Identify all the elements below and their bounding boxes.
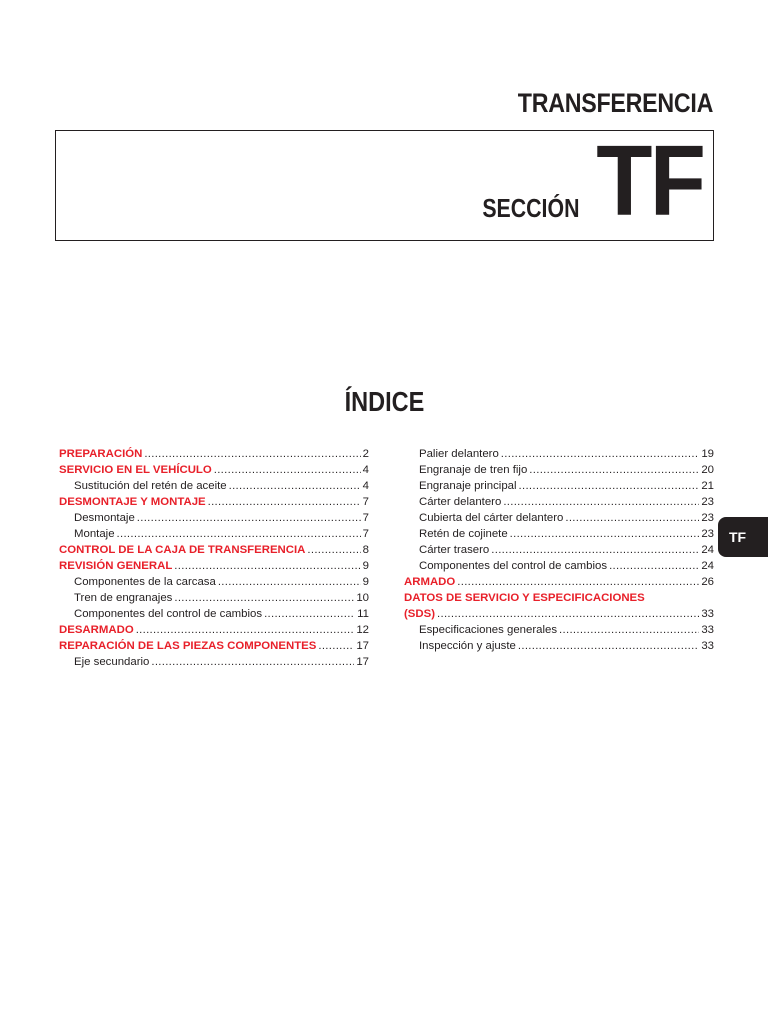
toc-entry-title: Desmontaje	[74, 512, 135, 524]
toc-leader-dots	[137, 510, 361, 526]
toc-entry-page: 7	[362, 512, 369, 524]
toc-entry[interactable]	[59, 638, 369, 654]
toc-leader-dots	[136, 622, 355, 638]
toc-right-column	[404, 446, 714, 654]
toc-leader-dots	[501, 446, 700, 462]
toc-entry[interactable]	[59, 654, 369, 670]
toc-leader-dots	[510, 526, 700, 542]
toc-entry-title: DATOS DE SERVICIO Y ESPECIFICACIONES	[404, 592, 645, 604]
toc-entry-title: Montaje	[74, 528, 115, 540]
toc-entry[interactable]	[404, 478, 714, 494]
toc-leader-dots	[491, 542, 699, 558]
toc-entry-title: Engranaje de tren fijo	[419, 464, 528, 476]
toc-entry-title: Componentes de la carcasa	[74, 576, 216, 588]
toc-entry-title: ARMADO	[404, 576, 456, 588]
toc-entry[interactable]	[59, 510, 369, 526]
toc-leader-dots	[529, 462, 699, 478]
toc-entry-page: 24	[701, 560, 714, 572]
toc-entry-page: 24	[701, 544, 714, 556]
toc-entry-title: Inspección y ajuste	[419, 640, 516, 652]
toc-entry[interactable]	[404, 622, 714, 638]
toc-entry-page: 12	[356, 624, 369, 636]
toc-entry[interactable]	[404, 558, 714, 574]
toc-entry[interactable]	[59, 622, 369, 638]
toc-entry-title: Especificaciones generales	[419, 624, 558, 636]
toc-leader-dots	[214, 462, 361, 478]
toc-entry-page: 33	[701, 608, 714, 620]
toc-entry[interactable]	[59, 446, 369, 462]
toc-leader-dots	[218, 574, 361, 590]
toc-entry-title: Eje secundario	[74, 656, 150, 668]
toc-entry[interactable]	[404, 446, 714, 462]
toc-entry[interactable]	[59, 558, 369, 574]
toc-entry[interactable]	[59, 542, 369, 558]
toc-leader-dots	[264, 606, 355, 622]
index-title-text: ÍNDICE	[344, 386, 424, 417]
toc-entry[interactable]	[404, 494, 714, 510]
toc-entry-title: Cubierta del cárter delantero	[419, 512, 564, 524]
index-title	[0, 386, 768, 418]
toc-entry[interactable]	[59, 590, 369, 606]
toc-entry-page: 4	[362, 464, 369, 476]
toc-entry-title: SERVICIO EN EL VEHÍCULO	[59, 464, 212, 476]
toc-leader-dots	[437, 606, 699, 622]
section-code: TF	[596, 125, 703, 237]
toc-entry[interactable]	[404, 526, 714, 542]
toc-entry-title: Palier delantero	[419, 448, 499, 460]
toc-leader-dots	[518, 638, 699, 654]
section-label: SECCIÓN	[481, 193, 579, 223]
toc-leader-dots	[208, 494, 361, 510]
toc-leader-dots	[565, 510, 699, 526]
toc-entry[interactable]	[404, 462, 714, 478]
toc-entry-page: 17	[356, 656, 369, 668]
toc-leader-dots	[519, 478, 700, 494]
toc-entry-page: 33	[701, 640, 714, 652]
toc-leader-dots	[174, 590, 354, 606]
toc-entry-title: DESARMADO	[59, 624, 134, 636]
toc-leader-dots	[503, 494, 699, 510]
toc-entry-title: Componentes del control de cambios	[419, 560, 608, 572]
toc-entry[interactable]	[59, 574, 369, 590]
toc-entry-title: DESMONTAJE Y MONTAJE	[59, 496, 206, 508]
toc-entry-title: Cárter delantero	[419, 496, 502, 508]
toc-entry-page: 19	[701, 448, 714, 460]
toc-entry-page: 10	[356, 592, 369, 604]
toc-entry-page: 20	[701, 464, 714, 476]
toc-entry-page: 23	[701, 496, 714, 508]
toc-leader-dots	[174, 558, 360, 574]
toc-leader-dots	[609, 558, 699, 574]
toc-entry[interactable]	[59, 478, 369, 494]
toc-entry-page: 23	[701, 528, 714, 540]
toc-entry-page: 11	[357, 608, 369, 620]
toc-entry[interactable]	[404, 542, 714, 558]
toc-entry-title: Cárter trasero	[419, 544, 490, 556]
toc-leader-dots	[559, 622, 699, 638]
toc-entry-page: 21	[701, 480, 714, 492]
toc-entry[interactable]	[404, 638, 714, 654]
toc-entry[interactable]	[59, 494, 369, 510]
toc-entry[interactable]	[59, 462, 369, 478]
toc-entry-title: REPARACIÓN DE LAS PIEZAS COMPONENTES	[59, 640, 317, 652]
section-side-tab[interactable]: TF	[718, 517, 768, 557]
toc-entry-title: Tren de engranajes	[74, 592, 173, 604]
toc-entry[interactable]	[404, 590, 714, 606]
toc-entry-page: 9	[362, 560, 369, 572]
toc-entry-title: Sustitución del retén de aceite	[74, 480, 227, 492]
toc-entry-title: PREPARACIÓN	[59, 448, 143, 460]
toc-entry-page: 2	[362, 448, 369, 460]
toc-entry[interactable]	[59, 526, 369, 542]
toc-entry[interactable]	[59, 606, 369, 622]
toc-entry-title: REVISIÓN GENERAL	[59, 560, 173, 572]
toc-entry-title: Componentes del control de cambios	[74, 608, 263, 620]
toc-entry[interactable]	[404, 606, 714, 622]
toc-entry-title: CONTROL DE LA CAJA DE TRANSFERENCIA	[59, 544, 306, 556]
toc-entry-page: 9	[362, 576, 369, 588]
toc-entry-page: 7	[362, 528, 369, 540]
toc-entry-page: 17	[356, 640, 369, 652]
toc-entry-title: Engranaje principal	[419, 480, 517, 492]
toc-left-column	[59, 446, 369, 670]
toc-leader-dots	[117, 526, 361, 542]
toc-entry[interactable]	[404, 574, 714, 590]
toc-entry-page: 23	[701, 512, 714, 524]
toc-entry-page: 33	[701, 624, 714, 636]
toc-entry-page: 7	[362, 496, 369, 508]
toc-leader-dots	[318, 638, 354, 654]
document-title: TRANSFERENCIA	[517, 88, 713, 118]
toc-entry-title: (SDS)	[404, 608, 436, 620]
toc-entry-page: 8	[362, 544, 369, 556]
section-box	[55, 125, 714, 241]
toc-entry-page: 4	[362, 480, 369, 492]
toc-leader-dots	[457, 574, 699, 590]
toc-leader-dots	[144, 446, 360, 462]
toc-entry-page: 26	[701, 576, 714, 588]
toc-entry[interactable]	[404, 510, 714, 526]
toc-leader-dots	[307, 542, 360, 558]
toc-entry-title: Retén de cojinete	[419, 528, 508, 540]
toc-leader-dots	[229, 478, 361, 494]
toc-leader-dots	[151, 654, 354, 670]
